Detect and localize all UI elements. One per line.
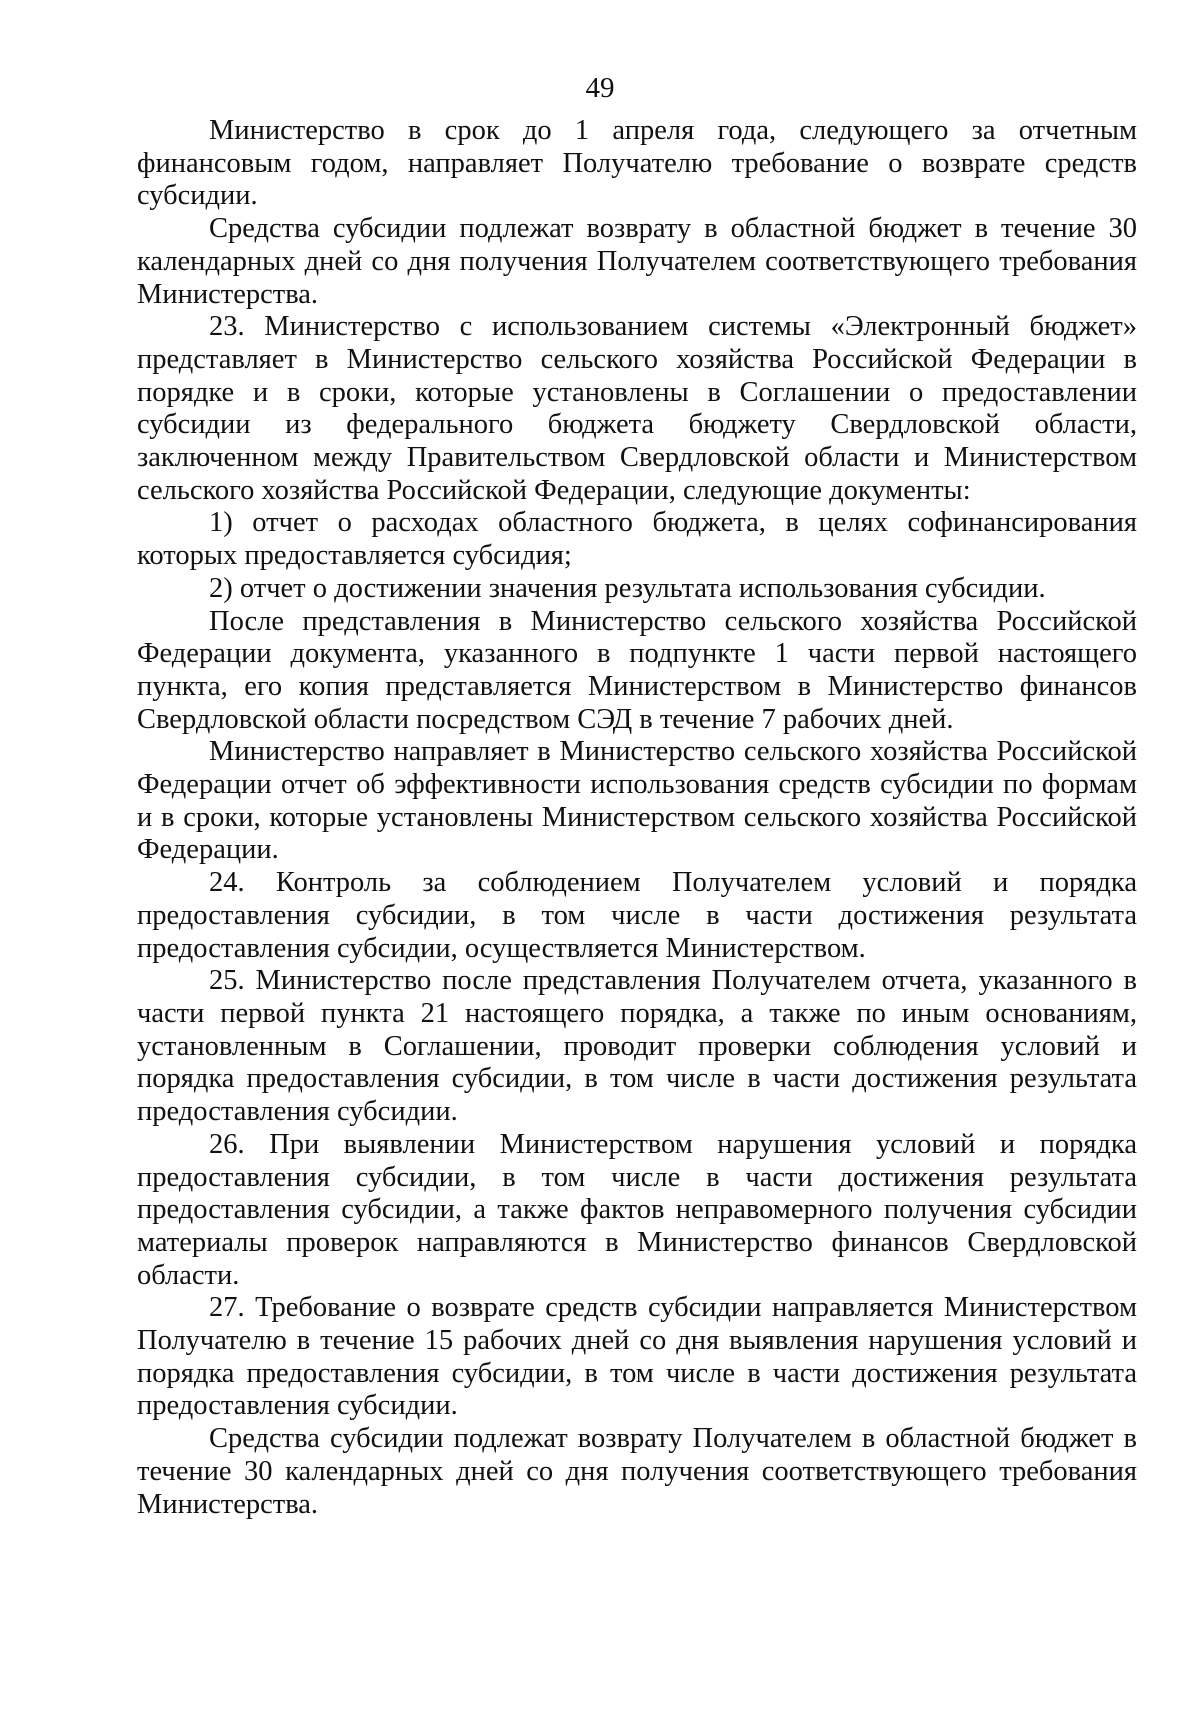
document-body xyxy=(137,115,1137,1521)
paragraph-efficiency-report: Министерство направляет в Министерство сельского хозяйства Российской Федерации отчет об эффективности использования средств субсидии по формам и в сроки, которые установлены Министерством сельского хозяйства Российской Федерации. xyxy=(137,736,1137,866)
paragraph-item-25: 25. Министерство после представления Получателем отчета, указанного в части первой пункта 21 настоящего порядка, а также по иным основаниям, установленным в Соглашении, проводит проверки соблюдения условий и порядка предоставления субсидии, в том числе в части достижения результата предоставления субсидии. xyxy=(137,965,1137,1128)
paragraph-item-26: 26. При выявлении Министерством нарушения условий и порядка предоставления субсидии, в том числе в части достижения результата предоставления субсидии, а также фактов неправомерного получения субсидии материалы проверок направляются в Министерство финансов Свердловской области. xyxy=(137,1128,1137,1291)
paragraph-return-demand: Министерство в срок до 1 апреля года, следующего за отчетным финансовым годом, направляет Получателю требование о возврате средств субсидии. xyxy=(137,115,1137,212)
paragraph-item-24: 24. Контроль за соблюдением Получателем условий и порядка предоставления субсидии, в том числе в части достижения результата предоставления субсидии, осуществляется Министерством. xyxy=(137,867,1137,964)
paragraph-copy-submission: После представления в Министерство сельского хозяйства Российской Федерации документа, указанного в подпункте 1 части первой настоящего пункта, его копия представляется Министерством в Министерство финансов Свердловской области посредством СЭД в течение 7 рабочих дней. xyxy=(137,605,1137,735)
paragraph-item-23: 23. Министерство с использованием системы «Электронный бюджет» представляет в Министерство сельского хозяйства Российской Федерации в порядке и в сроки, которые установлены в Соглашении о предоставлении субсидии из федерального бюджета бюджету Свердловской области, заключенном между Правительством Свердловской области и Министерством сельского хозяйства Российской Федерации, следующие документы: xyxy=(137,311,1137,506)
paragraph-final-return: Средства субсидии подлежат возврату Получателем в областной бюджет в течение 30 календарных дней со дня получения соответствующего требования Министерства. xyxy=(137,1423,1137,1520)
paragraph-item-27: 27. Требование о возврате средств субсидии направляется Министерством Получателю в течение 15 рабочих дней со дня выявления нарушения условий и порядка предоставления субсидии, в том числе в части достижения результата предоставления субсидии. xyxy=(137,1292,1137,1422)
paragraph-subitem-1: 1) отчет о расходах областного бюджета, в целях софинансирования которых предоставляется субсидия; xyxy=(137,507,1137,572)
paragraph-subitem-2: 2) отчет о достижении значения результата использования субсидии. xyxy=(209,572,1046,604)
paragraph-return-deadline: Средства субсидии подлежат возврату в областной бюджет в течение 30 календарных дней со дня получения Получателем соответствующего требования Министерства. xyxy=(137,213,1137,310)
page-number: 49 xyxy=(585,72,615,104)
